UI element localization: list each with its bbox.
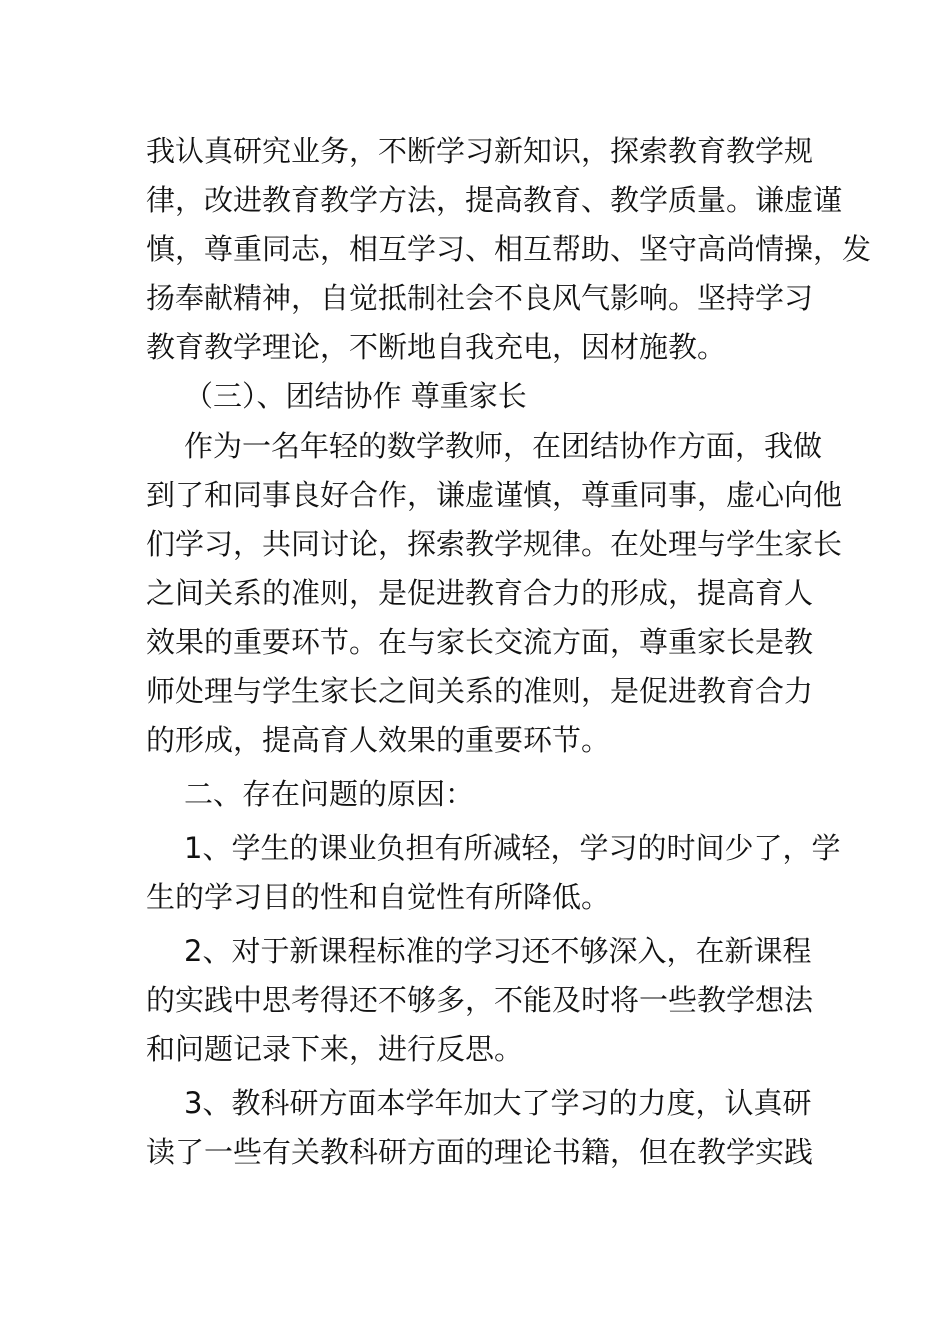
section-heading: （三）、团结协作 尊重家长 bbox=[184, 379, 527, 413]
paragraph-line: 的形成，提高育人效果的重要环节。 bbox=[146, 723, 611, 757]
paragraph-line: 律，改进教育教学方法，提高教育、教学质量。谦虚谨 bbox=[146, 183, 843, 217]
list-item-line: 3、教科研方面本学年加大了学习的力度，认真研 bbox=[184, 1086, 812, 1120]
paragraph-line: 师处理与学生家长之间关系的准则，是促进教育合力 bbox=[146, 674, 814, 708]
list-item-line: 和问题记录下来，进行反思。 bbox=[146, 1032, 524, 1066]
paragraph-line: 之间关系的准则，是促进教育合力的形成，提高育人 bbox=[146, 576, 814, 610]
list-item-line: 的实践中思考得还不够多，不能及时将一些教学想法 bbox=[146, 983, 814, 1017]
paragraph-line: 作为一名年轻的数学教师，在团结协作方面，我做 bbox=[184, 429, 823, 463]
paragraph-line: 们学习，共同讨论，探索教学规律。在处理与学生家长 bbox=[146, 527, 843, 561]
paragraph-line: 扬奉献精神，自觉抵制社会不良风气影响。坚持学习 bbox=[146, 281, 814, 315]
list-item-line: 生的学习目的性和自觉性有所降低。 bbox=[146, 880, 611, 914]
paragraph-line: 慎，尊重同志，相互学习、相互帮助、坚守高尚情操，发 bbox=[146, 232, 872, 266]
paragraph-line: 到了和同事良好合作，谦虚谨慎，尊重同事，虚心向他 bbox=[146, 478, 843, 512]
paragraph-line: 效果的重要环节。在与家长交流方面，尊重家长是教 bbox=[146, 625, 814, 659]
list-item-line: 2、对于新课程标准的学习还不够深入，在新课程 bbox=[184, 934, 812, 968]
paragraph-line: 教育教学理论，不断地自我充电，因材施教。 bbox=[146, 330, 727, 364]
list-item-line: 1、学生的课业负担有所减轻，学习的时间少了，学 bbox=[184, 831, 841, 865]
paragraph-line: 我认真研究业务，不断学习新知识，探索教育教学规 bbox=[146, 134, 814, 168]
list-item-line: 读了一些有关教科研方面的理论书籍，但在教学实践 bbox=[146, 1135, 814, 1169]
section-heading: 二、存在问题的原因： bbox=[184, 777, 475, 811]
